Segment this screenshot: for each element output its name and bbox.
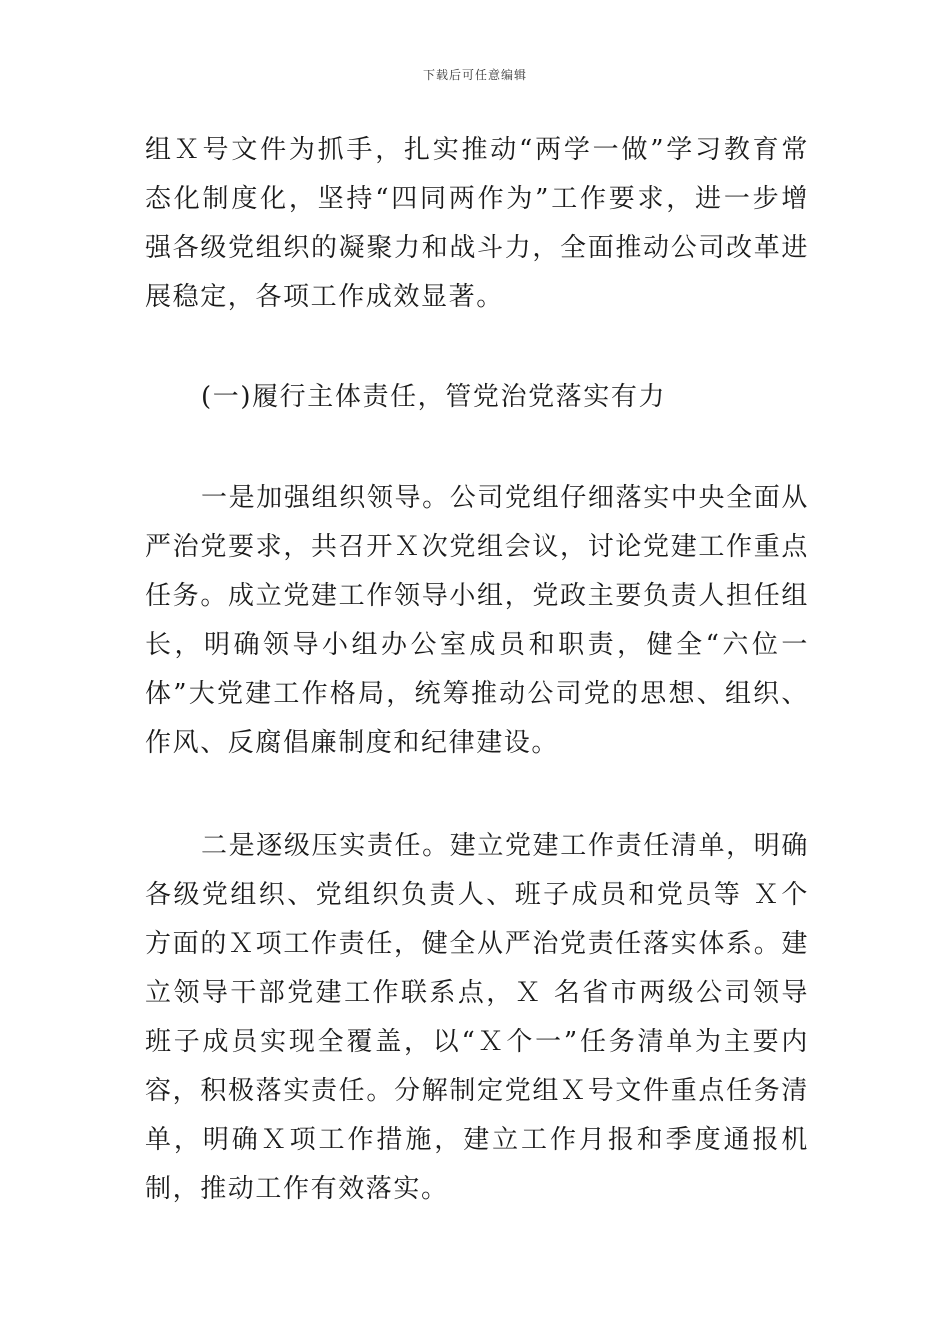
download-edit-note: 下载后可任意编辑 [422,68,527,82]
section-heading: (一)履行主体责任，管党治党落实有力 [201,382,667,412]
paragraph-organization-leadership: 一是加强组织领导。公司党组仔细落实中央全面从严治党要求，共召开Ｘ次党组会议，讨论党建工作重点任务。成立党建工作领导小组，党政主要负责人担任组长，明确领导小组办公室成员和职责，健全“六位一体”大党建工作格局，统筹推动公司党的思想、组织、作风、反腐倡廉制度和纪律建设。 [145,483,809,758]
paragraph-responsibility: 二是逐级压实责任。建立党建工作责任清单，明确各级党组织、党组织负责人、班子成员和党员等 Ｘ个方面的Ｘ项工作责任，健全从严治党责任落实体系。建立领导干部党建工作联系点，Ｘ 名省市两级公司领导班子成员实现全覆盖，以“Ｘ个一”任务清单为主要内容，积极落实责任。分解制定党组Ｘ号文件重点任务清单，明确Ｘ项工作措施，建立工作月报和季度通报机制，推动工作有效落实。 [145,831,809,1204]
paragraph-intro: 组Ｘ号文件为抓手，扎实推动“两学一做”学习教育常态化制度化，坚持“四同两作为”工作要求，进一步增强各级党组织的凝聚力和战斗力，全面推动公司改革进展稳定，各项工作成效显著。 [145,135,809,312]
